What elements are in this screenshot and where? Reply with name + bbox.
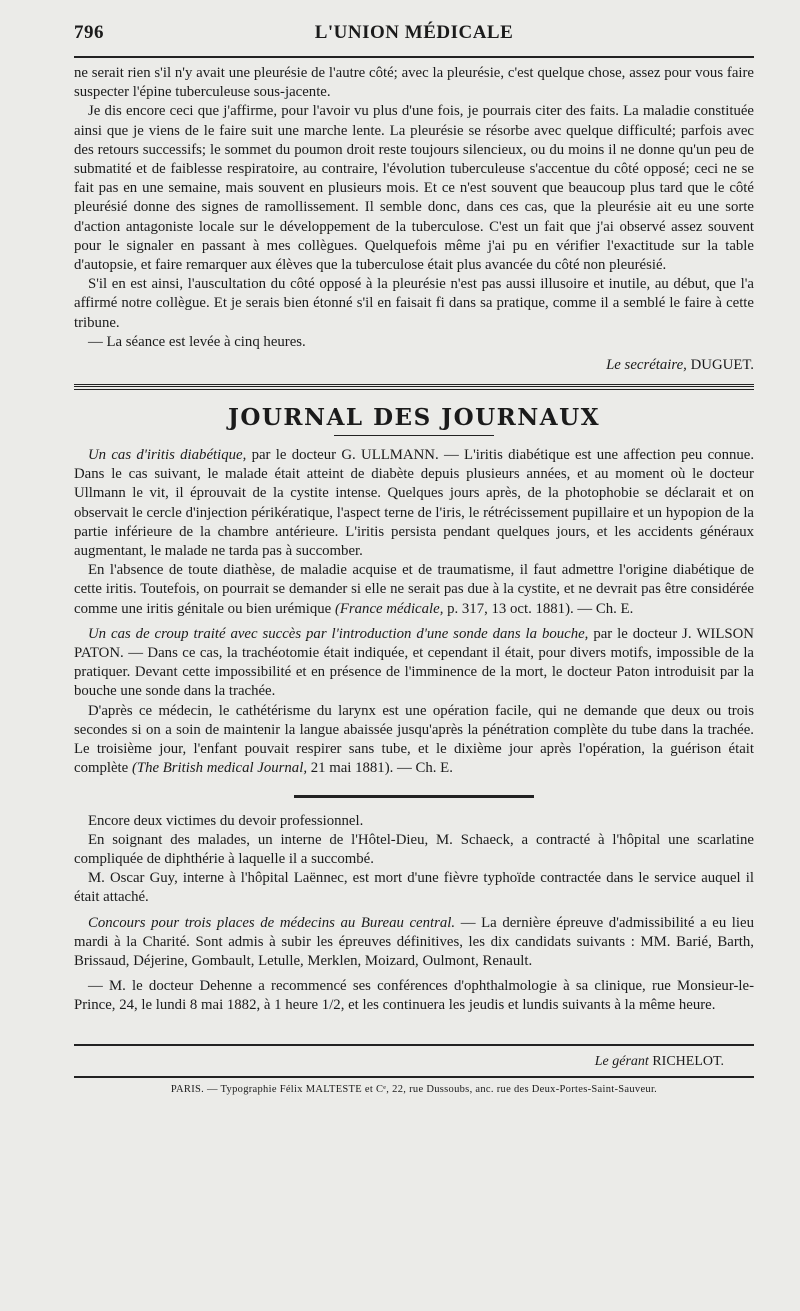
article-1-citation: (France médicale, (334, 600, 444, 617)
news-divider (294, 795, 534, 798)
article-croup (74, 625, 754, 779)
news-paragraph-guy: M. Oscar Guy, interne à l'hôpital Laënnec, est mort d'une fièvre typhoïde contractée dans le service auquel il était attaché. (74, 870, 754, 906)
signature-label: Le secrétaire, (606, 357, 687, 374)
article-2-citation: (The British medical Journal, (131, 760, 308, 777)
article-1-title: Un cas d'iritis diabétique, (88, 447, 247, 464)
intro-paragraph-1: ne serait rien s'il n'y avait une pleurésie de l'autre côté; avec la pleurésie, c'est quelque chose, assez pour vous faire suspecter l'épine tuberculeuse sous-jacente. (74, 65, 754, 101)
intro-text (74, 64, 754, 376)
article-1-citation-rest: p. 317, 13 oct. 1881). — Ch. E. (447, 600, 634, 617)
section-title: JOURNAL DES JOURNAUX (227, 404, 601, 432)
article-2-author-prefix: par le docteur J. (593, 625, 692, 642)
article-1-author: ULLMANN. (361, 447, 439, 464)
page-number: 796 (74, 22, 104, 43)
article-iritis (74, 446, 754, 619)
signature-name: DUGUET. (690, 357, 754, 374)
section-underline (334, 435, 494, 436)
news-section (74, 812, 754, 1016)
footer-rule (74, 1044, 754, 1046)
gerant-label: Le gérant (594, 1053, 649, 1069)
section-divider (74, 384, 754, 390)
secretary-signature (74, 354, 754, 376)
intro-paragraph-3: S'il en est ainsi, l'auscultation du côté opposé à la pleurésie n'est pas aussi illusoire et inutile, au début, que l'a affirmé notre collègue. Et je serais bien étonné s'il en faisait fi dans sa pratique, comme il a semblé le faire à cette tribune. (74, 276, 754, 331)
gerant-signature (74, 1054, 754, 1070)
article-1-para-2: En l'absence de toute diathèse, de maladie acquise et de traumatisme, il faut admettre l'origine diabétique de cette iritis. Toutefois, on pourrait se demander si elle ne serait pas due à la cystite, et ne devrait pas être considérée comme une iritis génitale ou bien urémique (74, 562, 754, 617)
article-1-text: — L'iritis diabétique est une affection peu connue. Dans le cas suivant, le malade était atteint de diabète depuis plusieurs années, et au moment où le docteur Ullmann le vit, il éprouvait de la cystite intense. Quelques jours après, de la photophobie se déclarait et on observait le cercle d'injection périkératique, l'aspect terne de l'iris, le rétrécissement pupillaire et un hypopion de la partie inférieure de la chambre antérieure. L'iritis persista pendant quelques jours, et les accidents généraux augmentant, le malade ne tarda pas à succomber. (74, 447, 755, 560)
article-2-para-2: D'après ce médecin, le cathétérisme du larynx est une opération facile, qui ne demande que deux ou trois secondes si on a soin de maintenir la langue abaissée jusqu'après la pénétration complète du tube dans la trachée. Le troisième jour, l'enfant pouvait respirer sans tube, et le dixième jour après l'opération, la guérison était complète (74, 702, 754, 777)
printer-imprint: PARIS. — Typographie Félix MALTESTE et Cᵉ, 22, rue Dussoubs, anc. rue des Deux-Portes-Saint-Sauveur. (170, 1083, 658, 1095)
news-heading: Encore deux victimes du devoir professionnel. (88, 812, 364, 829)
gerant-name: RICHELOT. (652, 1053, 724, 1069)
article-2-author: WILSON PATON. (74, 625, 754, 662)
news-paragraph-dehenne: — M. le docteur Dehenne a recommencé ses conférences d'ophthalmologie à sa clinique, rue Monsieur-le-Prince, 24, le lundi 8 mai 1882, à 1 heure 1/2, et les continuera les jeudis et lundis suivants à la même heure. (74, 978, 754, 1014)
intro-paragraph-4: — La séance est levée à cinq heures. (88, 333, 306, 350)
running-head (74, 22, 754, 52)
article-2-text: — Dans ce cas, la trachéotomie était indiquée, et cependant il était, pour divers motifs, impossible de la pratiquer. Devant cette impossibilité et en présence de l'imminence de la mort, le docteur Paton introduisit par la bouche une sonde dans la trachée. (74, 645, 755, 700)
article-1-author-prefix: par le docteur G. (251, 447, 356, 464)
footer-rule-2 (74, 1076, 754, 1078)
news-paragraph-schaeck: En soignant des malades, un interne de l'Hôtel-Dieu, M. Schaeck, a contracté à l'hôpital une scarlatine compliquée de diphthérie à laquelle il a succombé. (74, 831, 754, 867)
news-concours-text: — La dernière épreuve d'admissibilité a eu lieu mardi à la Charité. Sont admis à subir les épreuves définitives, les dix candidats suivants : MM. Barié, Barth, Brissaud, Déjerine, Gombault, Letulle, Merklen, Moizard, Oulmont, Renault. (74, 914, 755, 969)
news-concours-title: Concours pour trois places de médecins au Bureau central. (88, 914, 456, 931)
header-rule (74, 56, 754, 58)
article-2-title: Un cas de croup traité avec succès par l'introduction d'une sonde dans la bouche, (88, 625, 589, 642)
journal-title: L'UNION MÉDICALE (314, 22, 514, 43)
intro-paragraph-2: Je dis encore ceci que j'affirme, pour l'avoir vu plus d'une fois, je pourrais citer des faits. La maladie constituée ainsi que je viens de le faire suit une marche lente. La pleurésie se résorbe avec quelque difficulté; parfois avec des retours successifs; le sommet du poumon droit reste toujours silencieux, ou du moins il ne donne qu'un peu de submatité et de faiblesse respiratoire, au contraire, l'évolution tuberculeuse s'accentue du côté opposé; ceci ne se fait pas en une semaine, mais souvent en plusieurs mois. Et ce n'est souvent que beaucoup plus tard que le côté pleurésié donne des signes de ramollissement. Il semble donc, dans ces cas, que la pleurésie ait eu une sorte d'action antagoniste locale sur le développement de la tuberculose. C'est un fait que j'ai observé assez souvent pour le signaler en passant à mes collègues. Quelquefois même j'ai pu en vérifier l'exactitude sur la table d'autopsie, et faire remarquer aux élèves que la tuberculose était plus avancée du côté non pleurésié. (74, 103, 754, 274)
article-2-citation-rest: 21 mai 1881). — Ch. E. (310, 760, 453, 777)
